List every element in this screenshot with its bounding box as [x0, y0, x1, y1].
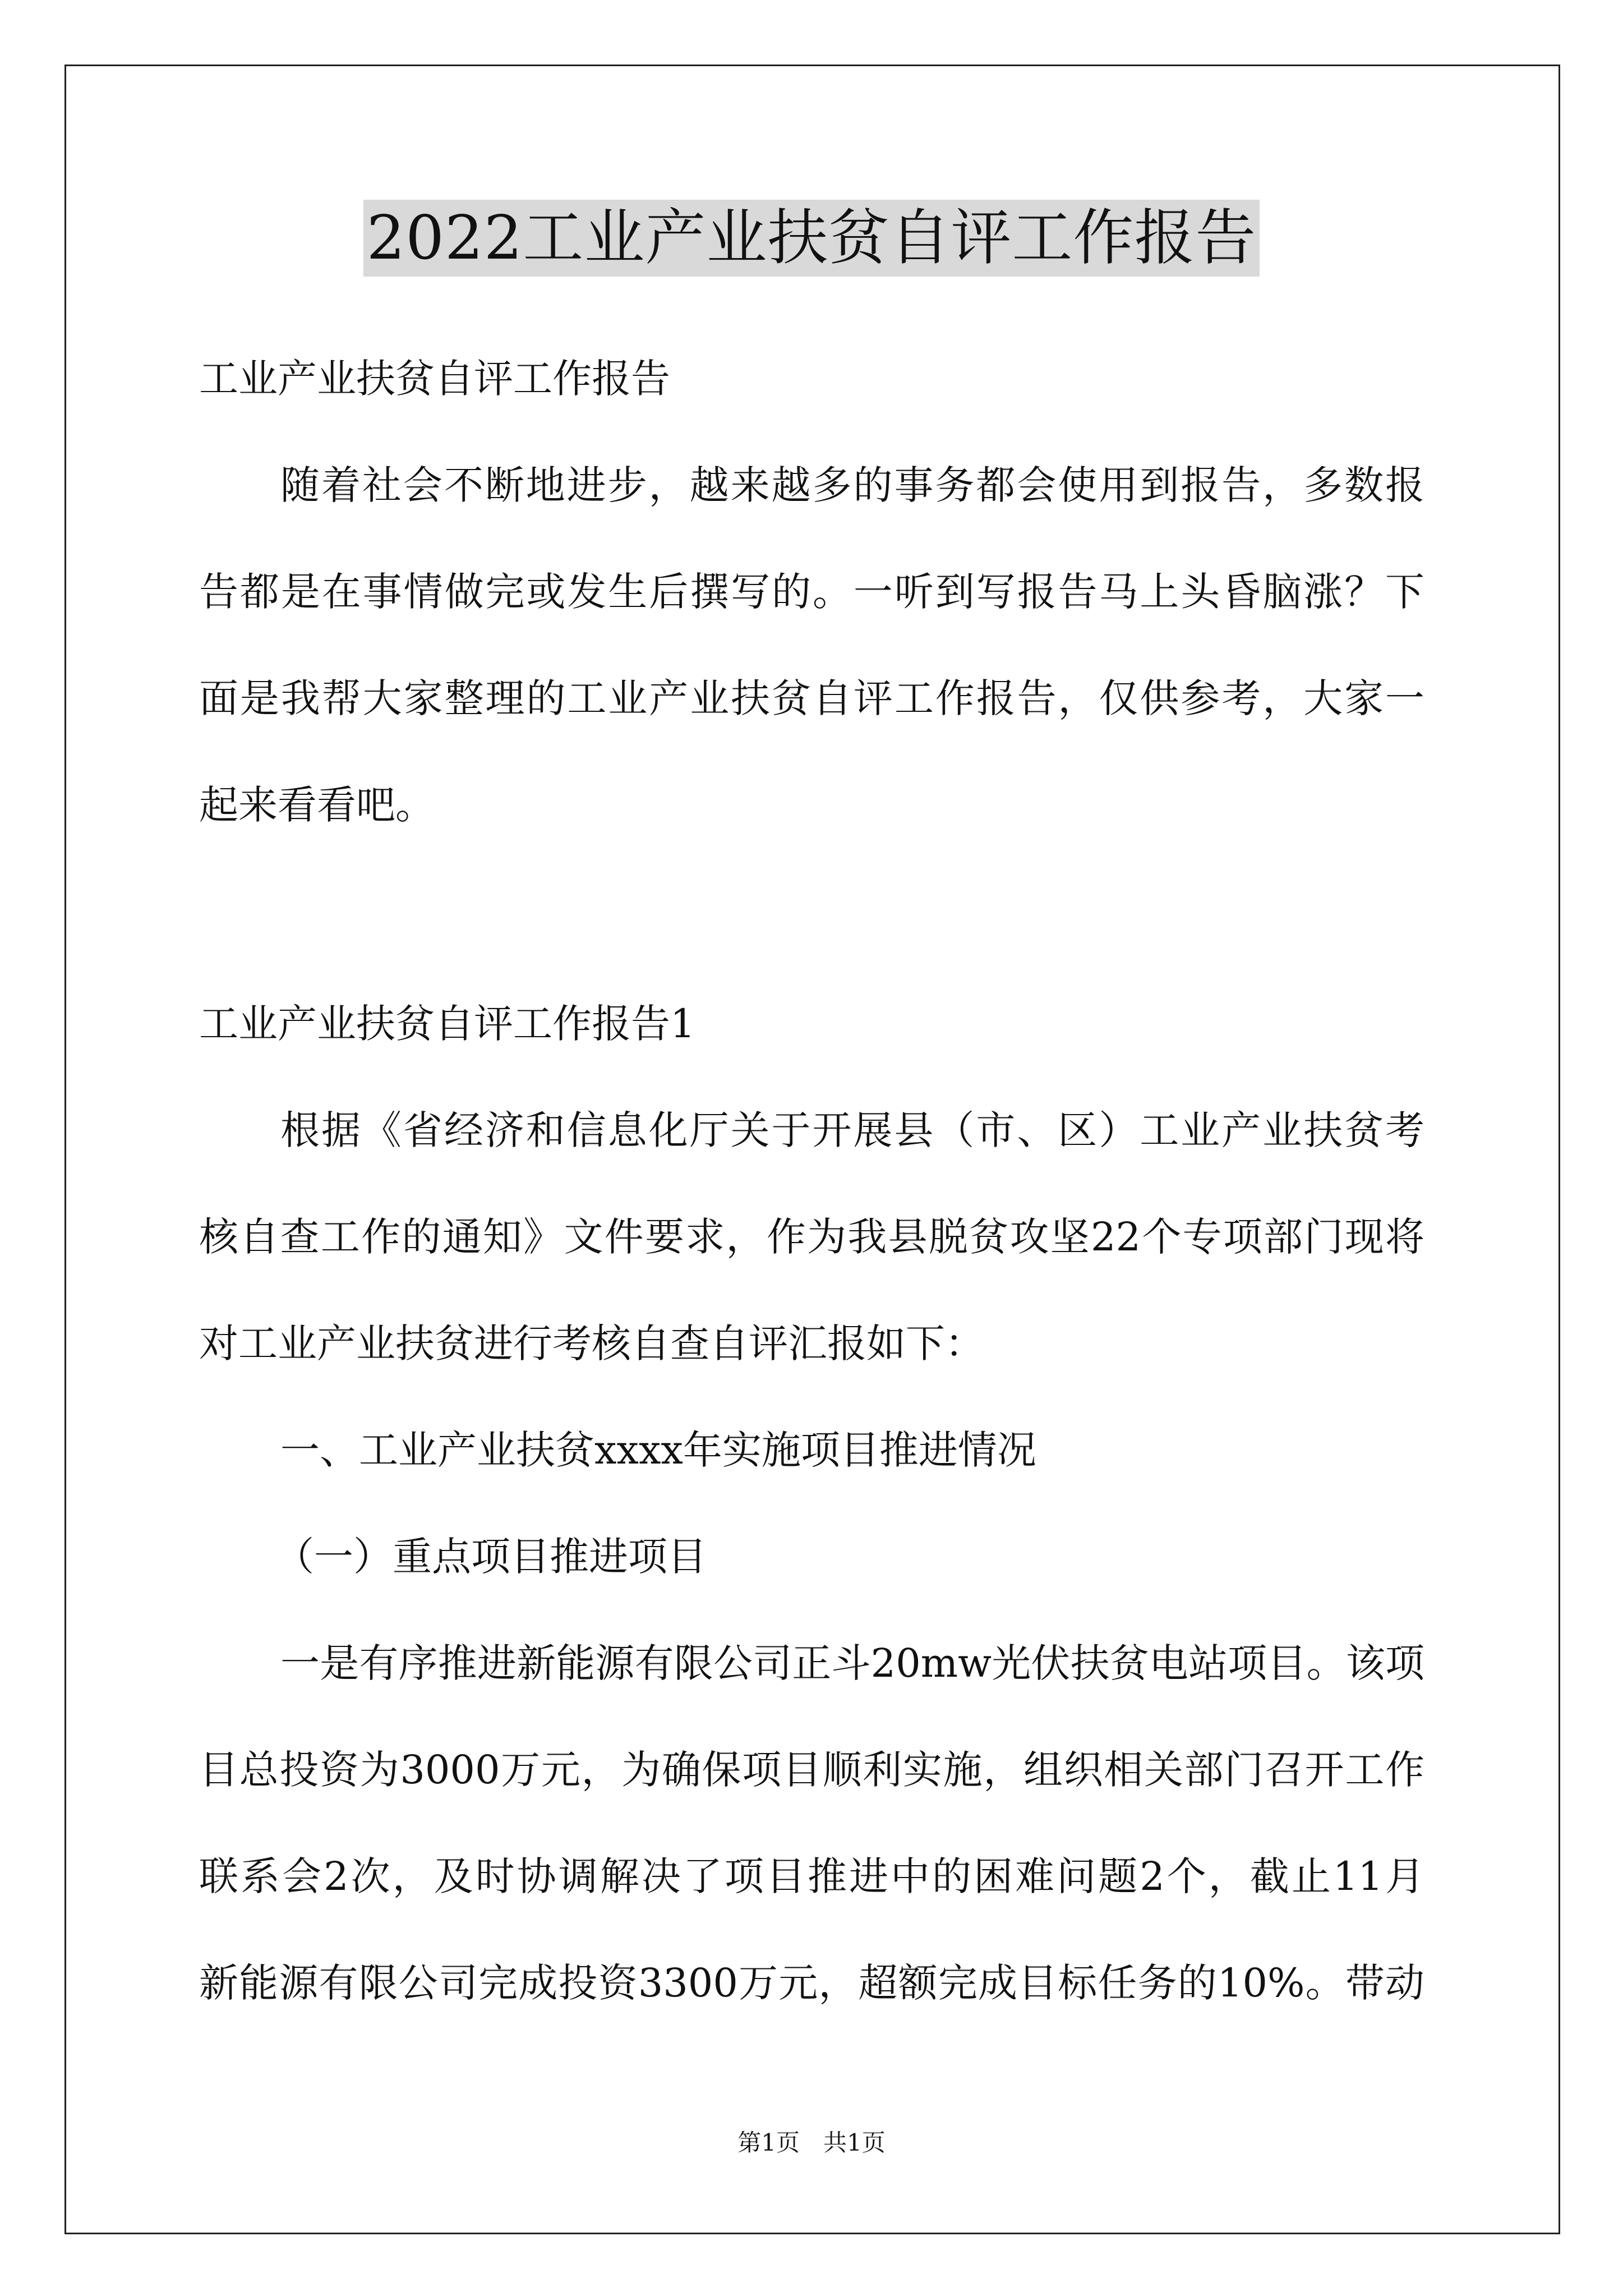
document-title: 2022工业产业扶贫自评工作报告	[0, 199, 1623, 278]
paragraph-line: 起来看看吧。	[199, 782, 435, 828]
paragraph-line: 告都是在事情做完或发生后撰写的。一听到写报告马上头昏脑涨？下	[199, 569, 1424, 615]
paragraph-line: 随着社会不断地进步，越来越多的事务都会使用到报告，多数报	[280, 462, 1424, 508]
paragraph-line: 联系会2次，及时协调解决了项目推进中的困难问题2个，截止11月	[199, 1853, 1424, 1899]
section-heading: （一）重点项目推进项目	[275, 1534, 707, 1580]
paragraph-line: 对工业产业扶贫进行考核自查自评汇报如下：	[199, 1320, 984, 1366]
paragraph-line: 一是有序推进新能源有限公司正斗20mw光伏扶贫电站项目。该项	[280, 1640, 1424, 1686]
section-subtitle: 工业产业扶贫自评工作报告	[199, 356, 670, 402]
section-subtitle: 工业产业扶贫自评工作报告1	[199, 1001, 695, 1047]
paragraph-line: 核自查工作的通知》文件要求，作为我县脱贫攻坚22个专项部门现将	[199, 1214, 1424, 1260]
paragraph-line: 面是我帮大家整理的工业产业扶贫自评工作报告，仅供参考，大家一	[199, 675, 1424, 721]
paragraph-line: 新能源有限公司完成投资3300万元，超额完成目标任务的10%。带动	[199, 1960, 1424, 2006]
paragraph-line: 目总投资为3000万元，为确保项目顺利实施，组织相关部门召开工作	[199, 1747, 1424, 1793]
section-heading: 一、工业产业扶贫xxxx年实施项目推进情况	[280, 1427, 1036, 1473]
page-footer: 第1页 共1页	[737, 2129, 886, 2156]
paragraph-line: 根据《省经济和信息化厅关于开展县（市、区）工业产业扶贫考	[280, 1107, 1424, 1153]
